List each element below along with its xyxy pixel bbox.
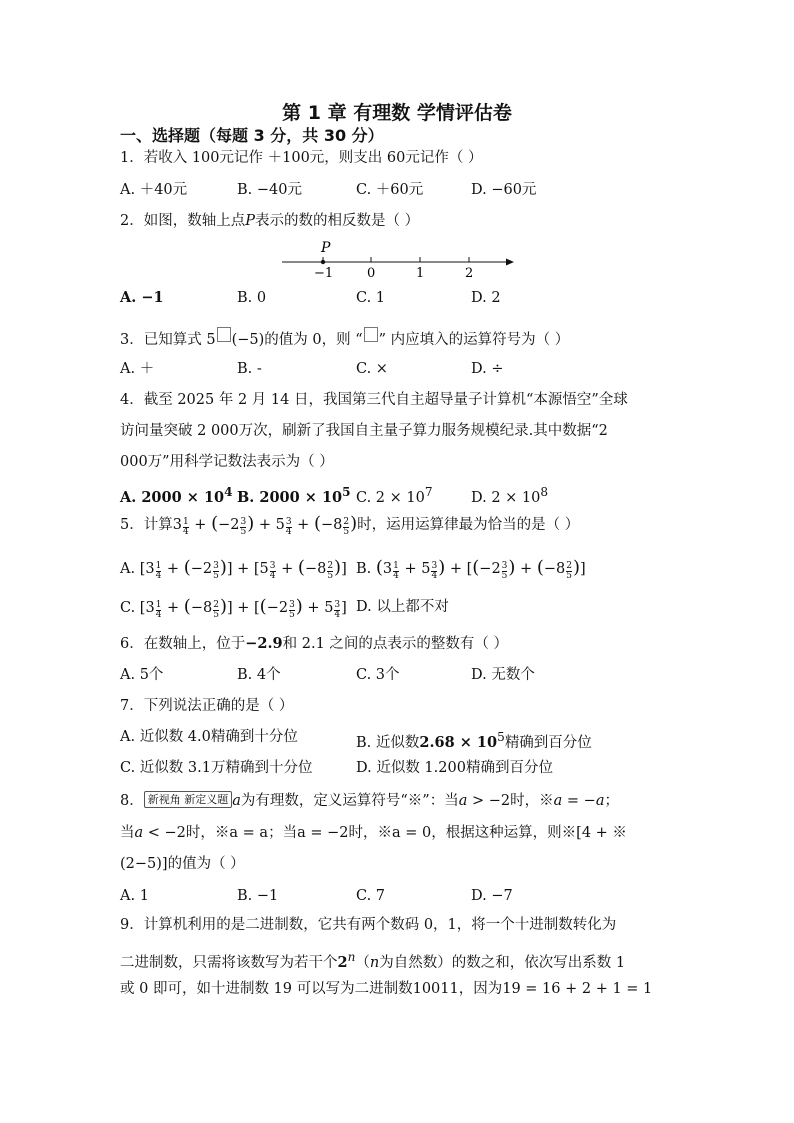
question-4-line-2: 访问量突破 2 000万次，刷新了我国自主量子算力服务规模纪录.其中数据“2 (120, 423, 608, 439)
q3-option-b: B. - (237, 361, 262, 377)
q8-option-d: D. −7 (471, 888, 513, 904)
q5-option-b: B. (3 $\frac{1}{4}$ + 5 $\frac{3}{4}$ ) + [(−2 $\frac{3}{5}$ ) + (−8 $\frac{2}{5}$ )] (356, 557, 586, 581)
q5-option-d: D. 以上都不对 (356, 599, 449, 615)
number-line-figure (278, 238, 518, 280)
page-title: 第 1 章 有理数 学情评估卷 (282, 102, 512, 124)
q2-option-c: C. 1 (356, 290, 386, 306)
q5-option-c: C. [3 $\frac{1}{4}$ + (−8 $\frac{2}{5}$ )] + [(−2 $\frac{3}{5}$ ) + 5 $\frac{3}{4}$ ] (120, 596, 347, 620)
q4-option-c: C. $2 \times 10^7$ (356, 485, 433, 506)
point-p-dot (321, 260, 325, 264)
q7-option-d: D. 近似数 1.200精确到百分位 (356, 760, 553, 776)
q2-option-a: A. −1 (120, 289, 164, 306)
tick-label-neg1: −1 (314, 266, 334, 280)
blank-box (364, 327, 378, 342)
question-7-stem: 7．下列说法正确的是（ ） (120, 698, 294, 714)
q8-option-c: C. 7 (356, 888, 386, 904)
q7-option-b: B. 近似数$2.68 \times 10^5$精确到百分位 (356, 730, 592, 751)
blank-box (217, 327, 231, 342)
q8-option-a: A. 1 (120, 888, 149, 904)
question-1-stem: 1．若收入 100元记作 ＋100元，则支出 60元记作（ ） (120, 150, 483, 166)
q7-option-a: A. 近似数 4.0精确到十分位 (120, 729, 298, 745)
q2-option-b: B. 0 (237, 290, 267, 306)
q1-option-b: B. −40元 (237, 182, 302, 198)
question-2-stem: 2．如图，数轴上点P表示的数的相反数是（ ） (120, 213, 420, 229)
question-4-line-1: 4．截至 2025 年 2 月 14 日，我国第三代自主超导量子计算机“本源悟空”全球 (120, 392, 628, 408)
q6-option-b: B. 4个 (237, 667, 281, 683)
question-9-line-1: 9．计算机利用的是二进制数，它共有两个数码 0，1，将一个十进制数转化为 (120, 917, 617, 933)
question-5-stem: 5．计算3 $\frac{1}{4}$ + (−2 $\frac{3}{5}$ ) + 5 $\frac{3}{4}$ + (−8 $\frac{2}{5}$ )时，运用运算律最为恰当的是（ ） (120, 513, 580, 537)
question-8-line-1: 8． 新视角 新定义题 a为有理数，定义运算符号“※”：当a > −2时，※a = −a； (120, 793, 619, 809)
q6-option-d: D. 无数个 (471, 667, 535, 683)
q5-expression: 3 $\frac{1}{4}$ + (−2 $\frac{3}{5}$ ) + 5 $\frac{3}{4}$ + (−8 $\frac{2}{5}$ ) (172, 513, 358, 537)
tick-label-1: 1 (416, 266, 425, 280)
question-4-line-3: 000万”用科学记数法表示为（ ） (120, 454, 334, 470)
q1-option-a: A. ＋40元 (120, 182, 188, 198)
question-9-line-2: 二进制数，只需将该数写为若干个2$^n$（n为自然数）的数之和，依次写出系数 1 (120, 950, 626, 971)
q7-option-c: C. 近似数 3.1万精确到十分位 (120, 760, 313, 776)
q1-option-d: D. −60元 (471, 182, 537, 198)
q4-option-b: B. $2000 \times 10^5$ (237, 485, 351, 506)
variable-p: P (245, 213, 255, 229)
tick-label-0: 0 (367, 266, 376, 280)
q3-option-a: A. ＋ (120, 361, 155, 377)
question-9-line-3: 或 0 即可，如十进制数 19 可以写为二进制数10011，因为19 = 16 + 2 + 1 = 1 (120, 981, 653, 997)
question-8-line-3: (2−5)]的值为（ ） (120, 856, 245, 872)
tick-label-2: 2 (465, 266, 474, 280)
question-8-line-2: 当a < −2时，※a = a；当a = −2时，※a = 0，根据这种运算，则※[4 + ※ (120, 825, 627, 841)
q1-option-c: C. ＋60元 (356, 182, 424, 198)
section-heading: 一、选择题（每题 3 分，共 30 分） (120, 126, 384, 145)
q6-option-a: A. 5个 (120, 667, 164, 683)
point-p-label: P (321, 240, 331, 256)
q4-option-a: A. $2000 \times 10^4$ (120, 485, 233, 506)
q6-option-c: C. 3个 (356, 667, 400, 683)
question-6-stem: 6．在数轴上，位于−2.9和 2.1 之间的点表示的整数有（ ） (120, 635, 509, 652)
new-definition-tag: 新视角 新定义题 (144, 791, 233, 808)
q5-option-a: A. [3 $\frac{1}{4}$ + (−2 $\frac{3}{5}$ )] + [5 $\frac{3}{4}$ + (−8 $\frac{2}{5}$ )] (120, 557, 347, 581)
q4-option-d: D. $2 \times 10^8$ (471, 485, 549, 506)
q3-option-c: C. × (356, 361, 388, 377)
q3-option-d: D. ÷ (471, 361, 504, 377)
q8-option-b: B. −1 (237, 888, 279, 904)
question-3-stem: 3．已知算式 5 (−5)的值为 0，则 “ ” 内应填入的运算符号为（ ） (120, 327, 680, 351)
q2-option-d: D. 2 (471, 290, 501, 306)
